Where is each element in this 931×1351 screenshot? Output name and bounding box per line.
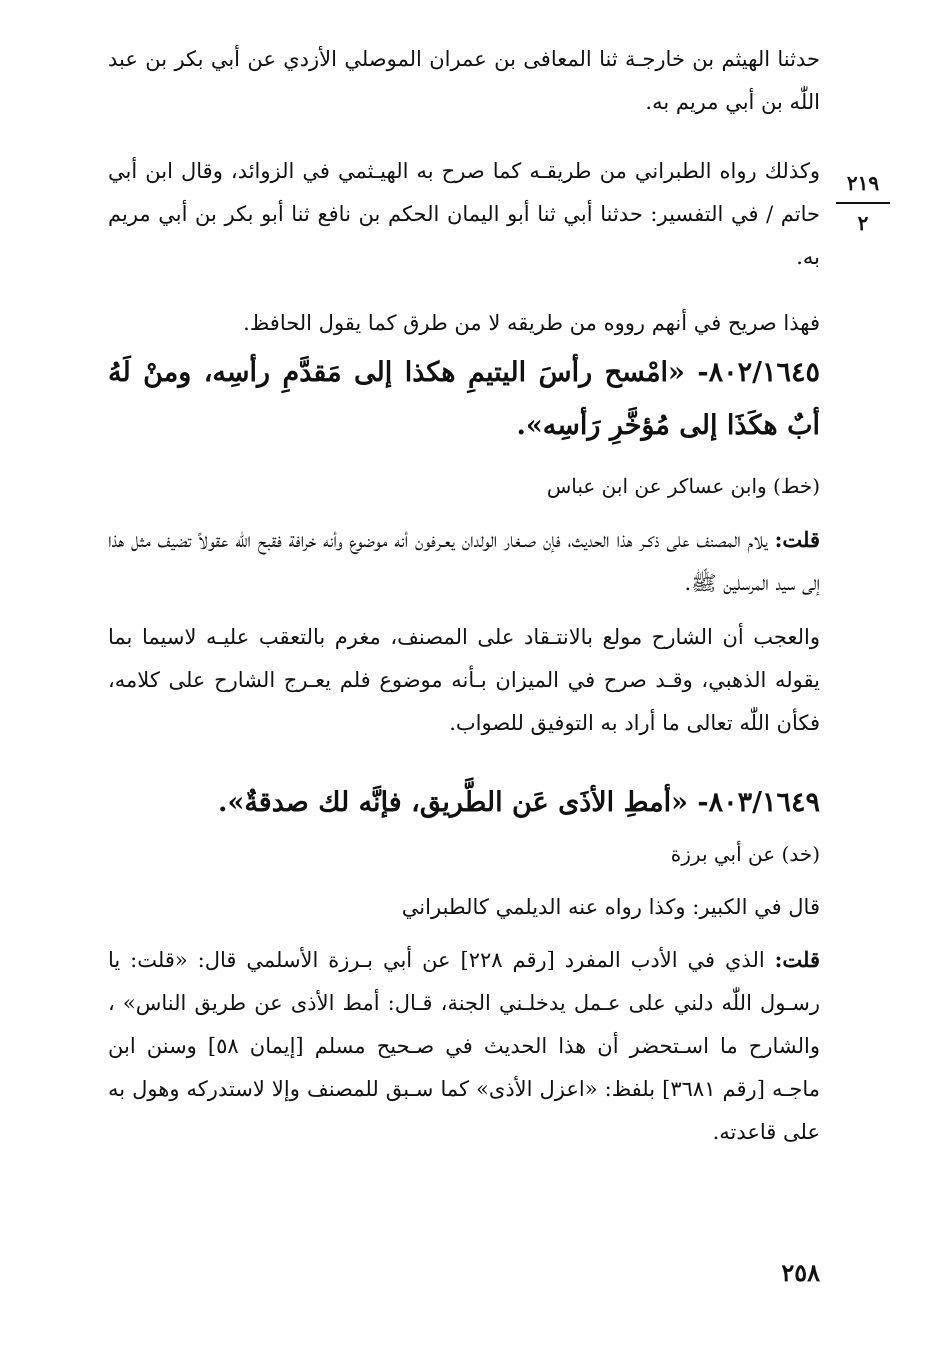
comment-1-block [108, 518, 820, 605]
margin-reference [834, 168, 892, 238]
hadith-1-source: (خط) وابن عساكر عن ابن عباس [546, 474, 820, 498]
margin-ref-bottom: ٢ [857, 211, 869, 235]
margin-ref-rule [836, 202, 890, 204]
paragraph-2: وكذلك رواه الطبراني من طريقـه كما صرح به الهيـثمي في الزوائد، وقال ابن أبي حاتم / في التفسير: حدثنا أبي ثنا أبو اليمان الحكم بن نافع ثنا أبو بكر بن أبي مريم به. [108, 159, 820, 269]
margin-ref-top: ٢١٩ [846, 171, 880, 195]
comment-1-text: يلام المصنف على ذكـر هذا الحديث، فإن صـغار الولدان يعـرفون أنه موضوع وأنه خرافة فقبح اللّٰه عقولاً تضيف مثل هذا إلى سيد المرسلين ﷺ. [108, 528, 820, 595]
source-2-block [108, 834, 820, 874]
hadith-1-block [108, 346, 820, 452]
hadith-2-block [108, 776, 820, 829]
paragraph-1-block [108, 38, 820, 124]
paragraph-3: فهذا صريح في أنهم رووه من طريقه لا من طرق كما يقول الحافظ. [243, 311, 820, 335]
comment-2 [108, 938, 820, 1154]
paragraph-4: والعجب أن الشارح مولع بالانتـقاد على المصنف، مغرم بالتعقب عليـه لاسيما بما يقوله الذهبي، وقـد صرح في الميزان بـأنه موضوع فلم يعـرج الشارح على كلامه، فكأن اللّٰه تعالى ما أراد به التوفيق للصواب. [108, 625, 820, 735]
paragraph-5-block [108, 886, 820, 929]
qult-label-1: قلت: [774, 527, 820, 552]
paragraph-4-block [108, 616, 820, 745]
paragraph-3-block [108, 302, 820, 345]
comment-2-block [108, 938, 820, 1154]
comment-1 [108, 518, 820, 605]
source-1-block [108, 466, 820, 506]
hadith-2: ٨٠٣/١٦٤٩- «أمطِ الأذَى عَن الطَّريق، فإنَّه لك صدقةٌ». [218, 787, 820, 818]
paragraph-5: قال في الكبير: وكذا رواه عنه الديلمي كالطبراني [401, 895, 820, 919]
hadith-2-source: (خد) عن أبي برزة [670, 842, 820, 866]
comment-2-text: الذي في الأدب المفرد [رقم ٢٢٨] عن أبي بـرزة الأسلمي قال: «قلت: يا رسـول اللّٰه دلني على عـمل يدخلـني الجنة، قـال: أمط الأذى عن طريق الناس» ، والشارح ما اسـتحضر أن هذا الحديث في صـحيح مسلم [إيمان ٥٨] وسنن ابن ماجـه [رقم ٣٦٨١] بلفظ: «اعزل الأذى» كما سـبق للمصنف وإلا لاستدركه وهول به على قاعدته. [108, 948, 820, 1144]
page-number: ٢٥٨ [781, 1258, 820, 1287]
paragraph-1: حدثنا الهيثم بن خارجـة ثنا المعافى بن عمران الموصلي الأزدي عن أبي بكر بن عبد اللّٰه بن أبي مريم به. [108, 47, 820, 114]
paragraph-2-block [108, 150, 820, 279]
hadith-1: ٨٠٢/١٦٤٥- «امْسح رأسَ اليتيمِ هكذا إلى مَقدَّمِ رأسِه، ومنْ لَهُ أبٌ هكَذَا إلى مُؤخَّرِ رَأسِه». [108, 357, 820, 441]
qult-label-2: قلت: [774, 947, 820, 972]
